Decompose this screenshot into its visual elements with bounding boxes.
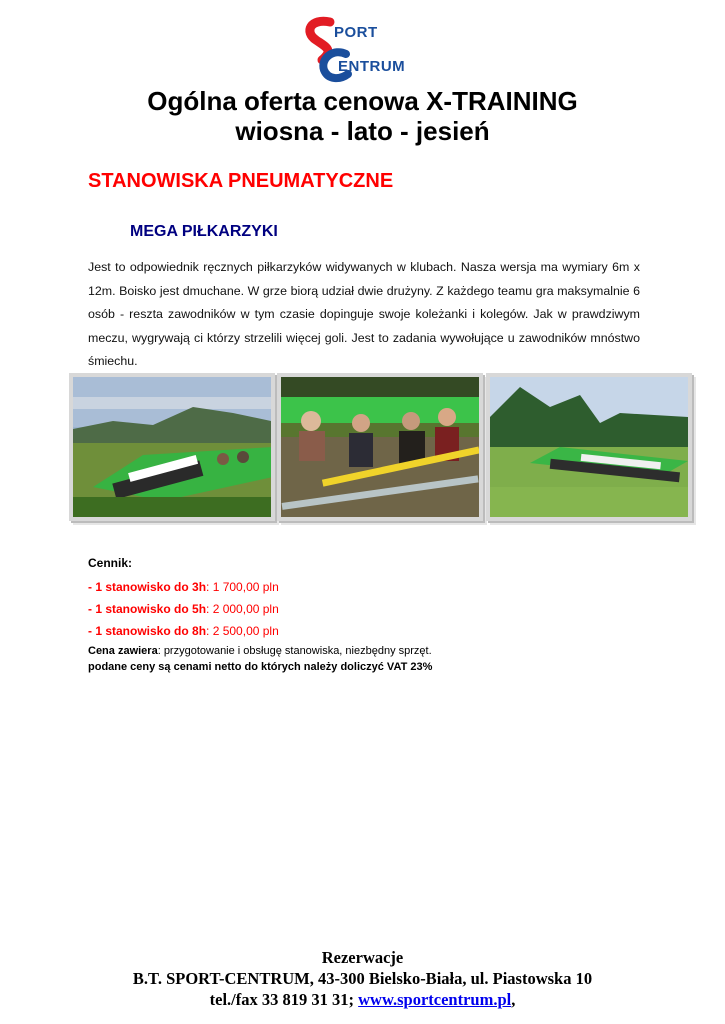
price-label: - 1 stanowisko do 3h	[88, 580, 207, 594]
description-paragraph: Jest to odpowiednik ręcznych piłkarzyków widywanych w klubach. Nasza wersja ma wymiary 6m x 12m. Boisko jest dmuchane. W grze biorą udział dwie drużyny. Z każdego teamu gra maksymalnie 6 osób - reszta zawodników w tym czasie dopinguje swoje koleżanki i kolegów. Jak w prawdziwym meczu, wygrywają ci którzy strzelili więcej goli. Jest to zadania wywołujące u zawodników mnóstwo śmiechu.	[88, 260, 640, 368]
section-title: STANOWISKA PNEUMATYCZNE	[88, 170, 394, 192]
footer-line-1: Rezerwacje	[321, 948, 404, 967]
footer-suffix: ,	[511, 990, 516, 1009]
photo-3-image	[490, 377, 688, 517]
footer-line-3	[0, 989, 725, 1010]
footer-phone: tel./fax 33 819 31 31;	[209, 990, 359, 1009]
pricing-label: Cennik:	[88, 556, 133, 570]
price-label: - 1 stanowisko do 5h	[88, 602, 207, 616]
title-line-1: Ogólna oferta cenowa X-TRAINING	[147, 86, 578, 116]
price-label: - 1 stanowisko do 8h	[88, 624, 207, 638]
price-value: : 2 000,00 pln	[206, 602, 279, 616]
footer	[0, 947, 725, 1010]
includes-text: : przygotowanie i obsługę stanowiska, niezbędny sprzęt.	[157, 645, 432, 657]
photo-2-image	[281, 377, 479, 517]
footer-line-2: B.T. SPORT-CENTRUM, 43-300 Bielsko-Biała, ul. Piastowska 10	[132, 969, 593, 988]
page-title	[0, 86, 725, 146]
logo-top-text: PORT	[334, 24, 378, 41]
subsection-title: MEGA PIŁKARZYKI	[130, 223, 278, 240]
price-row	[88, 580, 432, 594]
pricing-section	[88, 556, 432, 678]
price-value: : 2 500,00 pln	[206, 624, 279, 638]
vat-note: podane ceny są cenami netto do których należy doliczyć VAT 23%	[88, 661, 433, 673]
photo-3	[486, 373, 692, 521]
photo-1-image	[73, 377, 271, 517]
includes-label: Cena zawiera	[88, 645, 158, 657]
company-logo	[300, 14, 410, 84]
title-line-2: wiosna - lato - jesień	[235, 116, 490, 146]
price-includes-note	[88, 645, 432, 657]
price-value: : 1 700,00 pln	[206, 580, 279, 594]
price-row	[88, 602, 432, 616]
photo-2	[277, 373, 483, 521]
price-row	[88, 624, 432, 638]
logo-bottom-text: ENTRUM	[338, 58, 406, 75]
website-link[interactable]: www.sportcentrum.pl	[358, 990, 512, 1009]
photo-1	[69, 373, 275, 521]
